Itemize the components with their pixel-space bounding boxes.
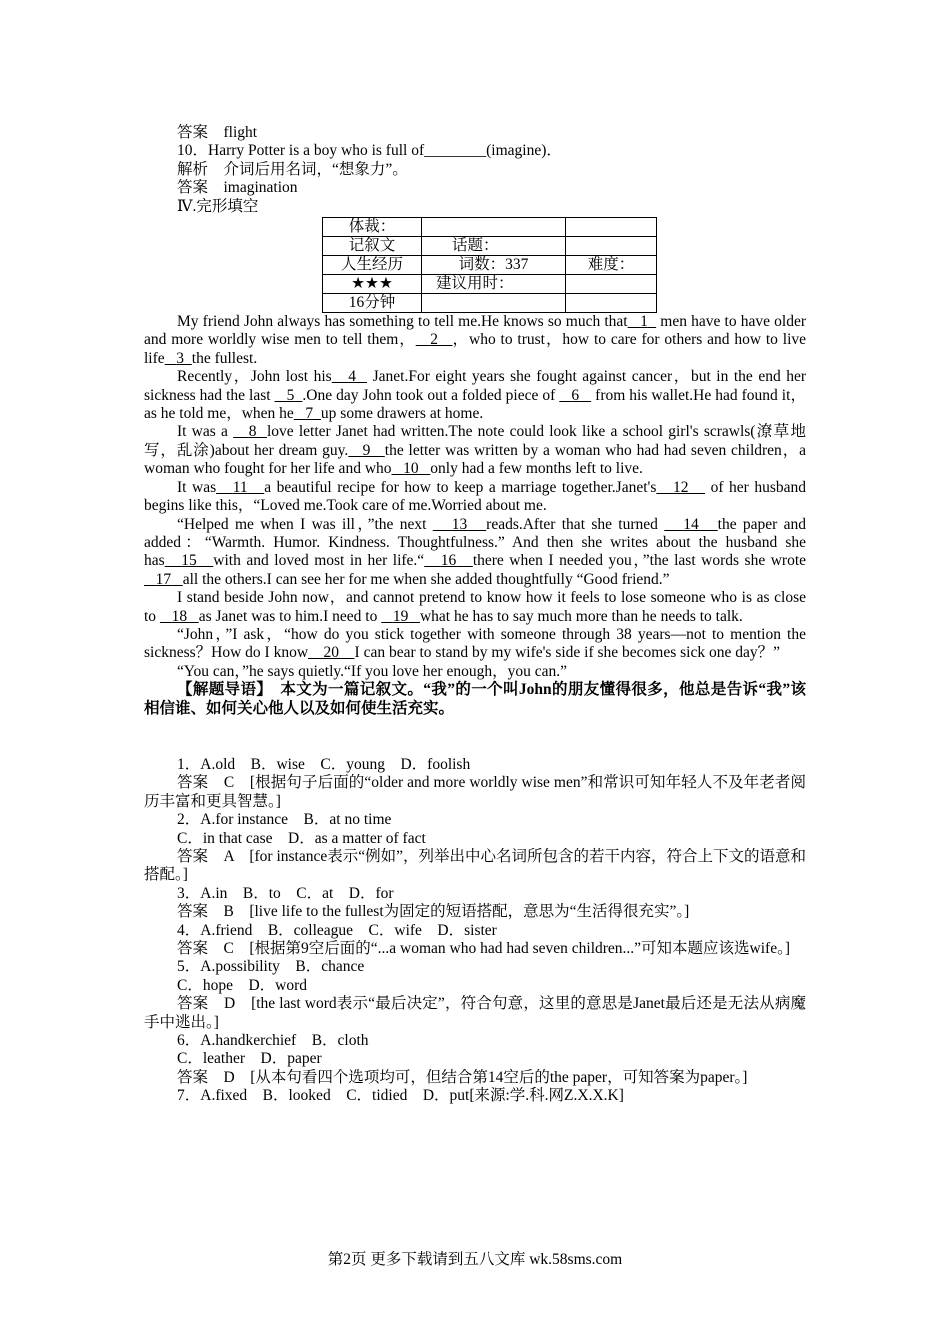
passage-paragraph-7: “John，”I ask，“how do you stick together with someone through 38 years—not to mention the sickness？How do I know 20 I can bear to stand by my wife's side if she becomes sick one day？” [144, 625, 806, 662]
spacer [144, 718, 806, 756]
answer-4: 答案 C [根据第9空后面的“...a woman who had had seven children...”可知本题应该选wife。] [177, 940, 791, 958]
blank-14: 14 [683, 515, 699, 533]
passage-guide: 【解题导语】 本文为一篇记叙文。“我”的一个叫John的朋友懂得很多，他总是告诉“我”该相信谁、如何关心他人以及如何使生活充实。 [144, 681, 806, 717]
table-cell: 体裁： [323, 218, 422, 237]
blank-12: 12 [672, 478, 689, 496]
blank-9: 9 [362, 441, 371, 459]
answer-2: 答案 A [for instance表示“例如”，列举出中心名词所包含的若干内容，符合上下文的语意和搭配。] [144, 848, 806, 884]
blank-5: 5 [286, 386, 295, 404]
blank-3: 3 [176, 349, 185, 367]
analysis-10: 解析 介词后用名词，“想象力”。 [177, 160, 408, 178]
table-cell [566, 275, 657, 294]
passage-paragraph-2: Recently，John lost his 4 Janet.For eight years she fought against cancer，but in the end her sickness had the last 5 .One day John took out a folded piece of 6 from his wallet.He had found it，as he told me，when he 7 up some drawers at home. [144, 368, 807, 423]
option-3: 3．A.in B．to C．at D．for [177, 884, 394, 902]
question-10: 10．Harry Potter is a boy who is full of________(imagine)． [177, 142, 562, 160]
answer-9: 答案 flight [177, 124, 258, 141]
blank-20: 20 [323, 644, 340, 662]
passage-paragraph-6: I stand beside John now，and cannot pretend to know how it feels to lose someone who is as close to 18 as Janet was to him.I need to 19 what he has to say much more than he needs to talk. [144, 589, 806, 625]
table-cell: 难度： [566, 256, 657, 275]
option-5a: 5．A.possibility B．chance [177, 958, 365, 976]
option-6b: C．leather D．paper [177, 1050, 322, 1068]
blank-1: 1 [640, 313, 648, 331]
option-1: 1．A.old B．wise C．young D．foolish [177, 755, 471, 773]
blank-15: 15 [181, 552, 197, 570]
table-cell [566, 218, 657, 237]
table-cell [566, 294, 657, 313]
option-5b: C．hope D．word [177, 976, 308, 994]
passage-paragraph-1: My friend John always has something to tell me.He knows so much that 1 men have to have older and more worldly wise men to tell them， 2 ，who to trust，how to care for others and how to live life 3 the fullest. [144, 313, 807, 367]
table-cell: 记叙文 [323, 237, 422, 256]
table-cell: 词数：337 [422, 256, 566, 275]
passage-info-table [322, 217, 657, 313]
table-cell: 话题： [422, 237, 566, 256]
table-cell: 16分钟 [323, 294, 422, 313]
answer-3: 答案 B [live life to the fullest为固定的短语搭配，意思为“生活得很充实”。] [177, 903, 690, 921]
table-cell [422, 218, 566, 237]
blank-4: 4 [348, 368, 357, 386]
table-cell [566, 237, 657, 256]
table-cell [422, 294, 566, 313]
blank-10: 10 [403, 460, 419, 478]
answer-10: 答案 imagination [177, 179, 298, 197]
blank-17: 17 [155, 570, 172, 588]
document-page [144, 124, 806, 1106]
answer-5: 答案 D [the last word表示“最后决定”，符合句意，这里的意思是Janet最后还是无法从病魔手中逃出。] [144, 995, 806, 1031]
blank-6: 6 [571, 386, 580, 404]
option-4: 4．A.friend B．colleague C．wife D．sister [177, 921, 497, 939]
option-7: 7．A.fixed B．looked C．tidied D．put[来源:学.科.网Z.X.X.K] [177, 1087, 624, 1105]
blank-16: 16 [440, 552, 457, 570]
blank-13: 13 [451, 515, 468, 533]
passage-paragraph-3: It was a 8 love letter Janet had written.The note could look like a school girl's scrawls(潦草地写，乱涂)about her dream guy. 9 the letter was written by a woman who had had seven children，a woman who fought for her life and who 10 only had a few months left to live. [144, 423, 807, 478]
blank-18: 18 [171, 607, 188, 625]
blank-11: 11 [232, 478, 248, 496]
section-title: Ⅳ.完形填空 [177, 197, 259, 215]
option-2b: C．in that case D．as a matter of fact [177, 829, 426, 847]
blank-7: 7 [305, 405, 314, 423]
answer-1: 答案 C [根据句子后面的“older and more worldly wise men”和常识可知年轻人不及年老者阅历丰富和更具智慧。] [144, 774, 806, 810]
option-6a: 6．A.handkerchief B．cloth [177, 1032, 369, 1050]
table-cell: 建议用时： [422, 275, 566, 294]
table-cell: ★★★ [323, 275, 422, 294]
blank-2: 2 [430, 331, 438, 349]
passage-paragraph-5: “Helped me when I was ill，”the next 13 reads.After that she turned 14 the paper and added：“Warmth. Humor. Kindness. Thoughtfulness.” And then she writes about the husband she has 15 with and loved most in her life.“ 16 there when I needed you，”the last words she wrote 17 all the others.I can see her for me when she added thoughtfully “Good friend.” [144, 515, 807, 588]
passage-paragraph-8: “You can，”he says quietly.“If you love her enough，you can.” [177, 662, 567, 680]
answer-6: 答案 D [从本句看四个选项均可，但结合第14空后的the paper，可知答案为paper。] [177, 1068, 748, 1086]
blank-19: 19 [392, 607, 409, 625]
blank-8: 8 [248, 423, 257, 441]
passage-paragraph-4: It was 11 a beautiful recipe for how to keep a marriage together.Janet's 12 of her husband begins like this，“Loved me.Took care of me.Worried about me. [144, 478, 807, 515]
table-cell: 人生经历 [323, 256, 422, 275]
option-2a: 2．A.for instance B．at no time [177, 811, 392, 829]
page-footer: 第2页 更多下载请到五八文库 wk.58sms.com [327, 1251, 623, 1268]
